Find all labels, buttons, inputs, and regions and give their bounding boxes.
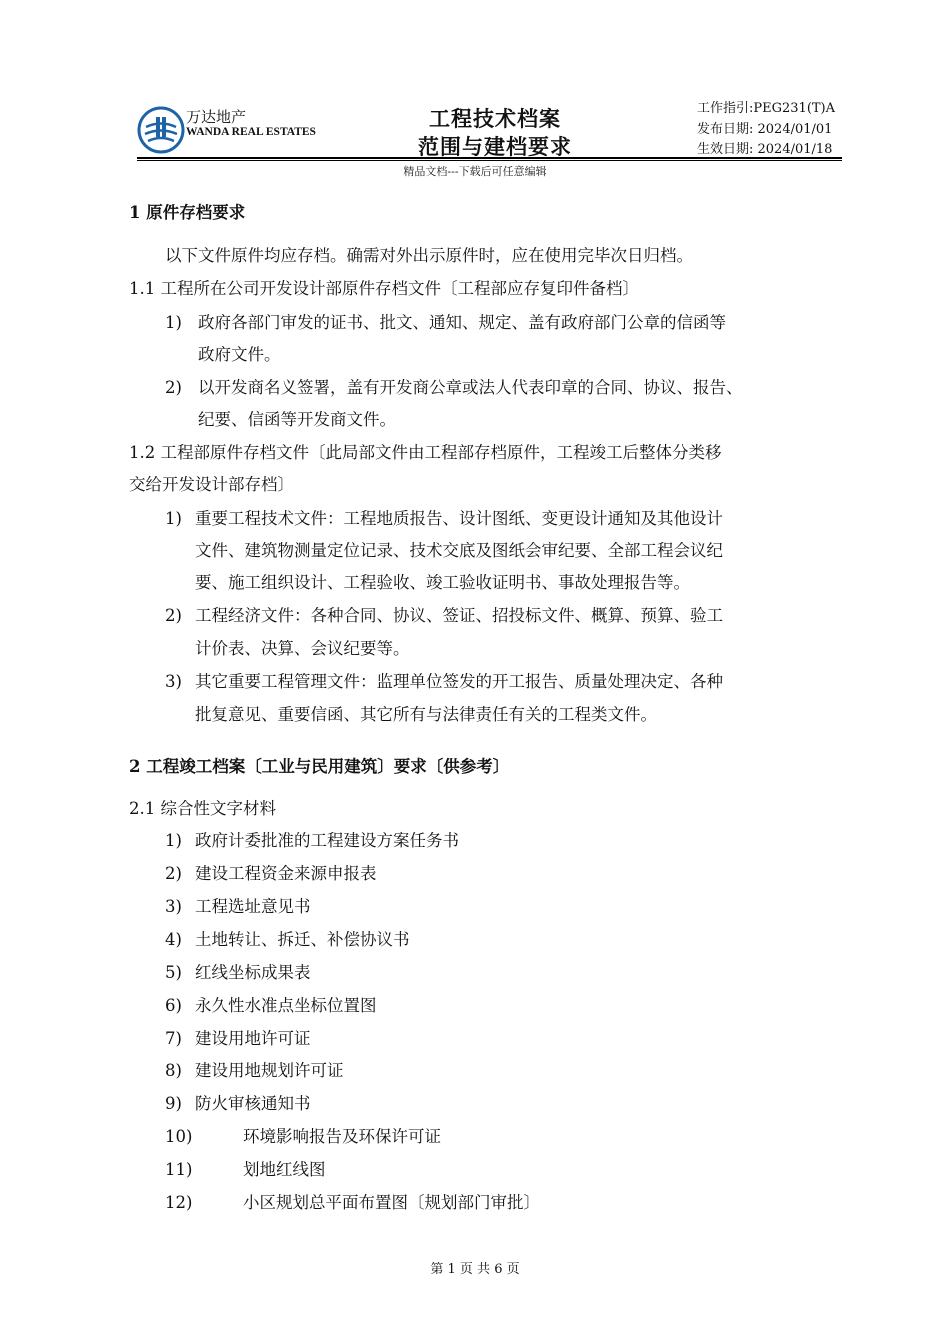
page-footer: 第 1 页 共 6 页 [430,1262,520,1277]
document-title-line1: 工程技术档案 [429,106,561,131]
list-number: 3) [165,672,182,691]
list-item-text: 防火审核通知书 [195,1094,311,1113]
section-2-1-heading: 2.1 综合性文字材料 [129,799,276,818]
work-guide-code: 工作指引:PEG231(T)A [697,101,836,116]
list-number: 5) [165,963,182,982]
effective-date: 生效日期: 2024/01/18 [697,142,833,157]
list-number: 2) [165,378,182,397]
list-item-text: 政府文件。 [198,345,281,364]
header-rule-thin [137,160,842,161]
section-1-2-heading: 1.2 工程部原件存档文件〔此局部文件由工程部存档原件，工程竣工后整体分类移 [129,443,722,462]
list-item-text: 计价表、决算、会议纪要等。 [195,639,410,658]
list-item-text: 红线坐标成果表 [195,963,311,982]
list-item-text: 重要工程技术文件：工程地质报告、设计图纸、变更设计通知及其他设计 [195,509,723,528]
list-item-text: 建设工程资金来源申报表 [195,864,377,883]
section-1-2-heading-cont: 交给开发设计部存档〕 [129,475,294,494]
list-number: 11) [165,1160,193,1179]
list-item-text: 永久性水准点坐标位置图 [195,996,377,1015]
section-2-heading: 2 工程竣工档案〔工业与民用建筑〕要求〔供参考〕 [129,757,510,776]
section-1-1-heading: 1.1 工程所在公司开发设计部原件存档文件〔工程部应存复印件备档〕 [129,279,639,298]
list-number: 2) [165,606,182,625]
list-number: 4) [165,930,182,949]
list-item-text: 工程经济文件：各种合同、协议、签证、招投标文件、概算、预算、验工 [195,606,723,625]
list-item-text: 划地红线图 [243,1160,326,1179]
document-title-line2: 范围与建档要求 [418,134,572,159]
list-number: 6) [165,996,182,1015]
publish-date: 发布日期: 2024/01/01 [697,122,833,137]
list-item-text: 批复意见、重要信函、其它所有与法律责任有关的工程类文件。 [195,705,657,724]
list-item-text: 小区规划总平面布置图〔规划部门审批〕 [243,1193,540,1212]
list-number: 3) [165,897,182,916]
section-1-heading: 1 原件存档要求 [129,203,246,222]
list-item-text: 文件、建筑物测量定位记录、技术交底及图纸会审纪要、全部工程会议纪 [195,541,723,560]
section-1-intro: 以下文件原件均应存档。确需对外出示原件时，应在使用完毕次日归档。 [165,246,693,265]
list-item-text: 建设用地许可证 [195,1029,311,1048]
list-item-text: 其它重要工程管理文件：监理单位签发的开工报告、质量处理决定、各种 [195,672,723,691]
list-number: 7) [165,1029,182,1048]
list-item-text: 纪要、信函等开发商文件。 [198,410,396,429]
wanda-logo-icon [137,106,185,154]
list-number: 1) [165,831,182,850]
list-item-text: 建设用地规划许可证 [195,1061,344,1080]
list-item-text: 土地转让、拆迁、补偿协议书 [195,930,410,949]
page-header [0,0,950,190]
list-number: 8) [165,1061,182,1080]
header-subnote: 精品文档---下载后可任意编辑 [403,165,547,178]
list-number: 1) [165,313,182,332]
list-item-text: 要、施工组织设计、工程验收、竣工验收证明书、事故处理报告等。 [195,573,690,592]
list-number: 10) [165,1127,193,1146]
logo-english-name: WANDA REAL ESTATES [186,126,316,138]
list-item-text: 环境影响报告及环保许可证 [243,1127,441,1146]
list-item-text: 工程选址意见书 [195,897,311,916]
list-number: 1) [165,509,182,528]
header-rule-thick [137,157,842,159]
list-item-text: 政府各部门审发的证书、批文、通知、规定、盖有政府部门公章的信函等 [198,313,726,332]
list-number: 2) [165,864,182,883]
list-number: 12) [165,1193,193,1212]
list-item-text: 政府计委批准的工程建设方案任务书 [195,831,459,850]
logo-chinese-name: 万达地产 [186,108,247,126]
list-item-text: 以开发商名义签署，盖有开发商公章或法人代表印章的合同、协议、报告、 [198,378,743,397]
list-number: 9) [165,1094,182,1113]
